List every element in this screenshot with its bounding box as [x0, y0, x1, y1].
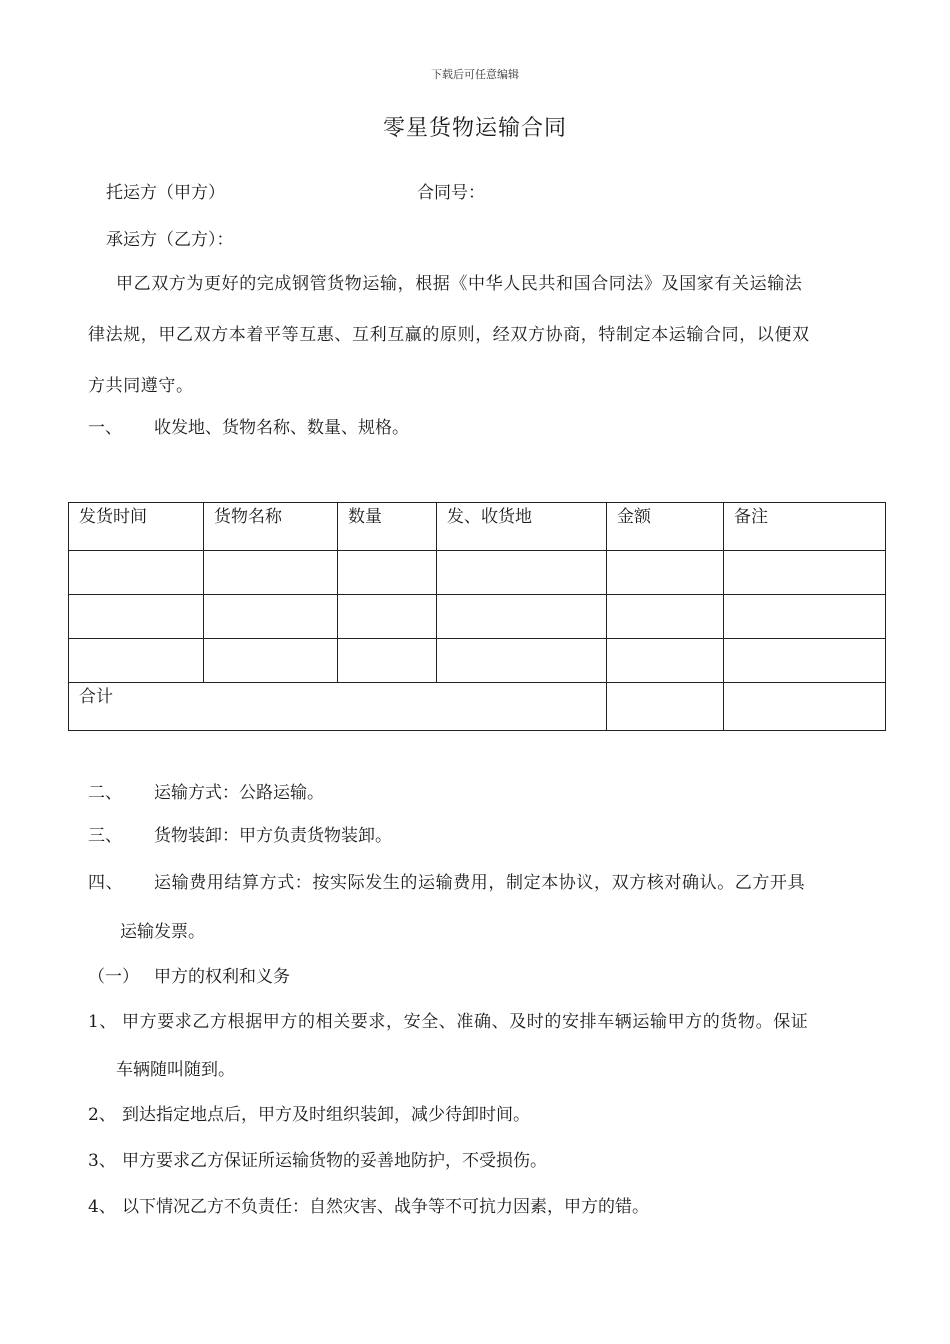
- header-note: 下载后可任意编辑: [431, 68, 519, 81]
- section-4-line-2: 运输发票。: [120, 922, 205, 942]
- table-cell[interactable]: [338, 639, 437, 683]
- list-item-1-line-1: 甲方要求乙方根据甲方的相关要求，安全、准确、及时的安排车辆运输甲方的货物。保证: [122, 1012, 809, 1032]
- intro-line-1: 甲乙双方为更好的完成钢管货物运输，根据《中华人民共和国合同法》及国家有关运输法: [116, 274, 803, 294]
- section-2-text: 运输方式：公路运输。: [154, 783, 324, 803]
- section-1-number: 一、: [88, 418, 122, 438]
- table-cell[interactable]: [607, 595, 724, 639]
- section-1: [88, 413, 409, 438]
- table-cell[interactable]: [437, 639, 607, 683]
- table-cell[interactable]: [204, 639, 338, 683]
- table-cell[interactable]: [69, 639, 204, 683]
- total-remarks-cell[interactable]: [724, 683, 886, 731]
- list-item-2: [88, 1100, 530, 1125]
- table-cell[interactable]: [607, 639, 724, 683]
- list-item-1-number: 1、: [88, 1012, 118, 1032]
- table-cell[interactable]: [724, 551, 886, 595]
- table-cell[interactable]: [204, 595, 338, 639]
- list-item-2-number: 2、: [88, 1105, 116, 1125]
- intro-line-2: 律法规，甲乙双方本着平等互惠、互利互赢的原则，经双方协商，特制定本运输合同，以便双: [88, 325, 810, 345]
- table-row: [69, 595, 886, 639]
- section-4-number: 四、: [88, 873, 124, 893]
- table-cell[interactable]: [338, 551, 437, 595]
- list-item-2-line-1: 到达指定地点后，甲方及时组织装卸，减少待卸时间。: [122, 1105, 530, 1125]
- table-cell[interactable]: [437, 551, 607, 595]
- section-4: [88, 868, 805, 893]
- table-cell[interactable]: [69, 551, 204, 595]
- section-3: [88, 821, 392, 846]
- header-ship-time: 发货时间: [69, 503, 204, 551]
- subsection-text: 甲方的权利和义务: [154, 967, 290, 987]
- list-item-1-line-2: 车辆随叫随到。: [116, 1060, 235, 1080]
- section-3-number: 三、: [88, 826, 122, 846]
- table-cell[interactable]: [724, 639, 886, 683]
- table-row: [69, 639, 886, 683]
- header-goods-name: 货物名称: [204, 503, 338, 551]
- list-item-4: [88, 1192, 649, 1217]
- table-header-row: [69, 503, 886, 551]
- carrier-label: 承运方（乙方）：: [106, 230, 234, 250]
- section-3-text: 货物装卸：甲方负责货物装卸。: [154, 826, 392, 846]
- section-4-line-1: 运输费用结算方式：按实际发生的运输费用，制定本协议，双方核对确认。乙方开具: [154, 873, 806, 893]
- table-cell[interactable]: [204, 551, 338, 595]
- list-item-4-line-1: 以下情况乙方不负责任：自然灾害、战争等不可抗力因素，甲方的错。: [122, 1197, 649, 1217]
- subsection-number: （一）: [88, 967, 139, 987]
- total-label: 合计: [69, 683, 607, 731]
- consignor-label: 托运方（甲方）: [106, 183, 225, 203]
- header-amount: 金额: [607, 503, 724, 551]
- section-2-number: 二、: [88, 783, 122, 803]
- table-cell[interactable]: [69, 595, 204, 639]
- total-amount-cell[interactable]: [607, 683, 724, 731]
- table-row: [69, 551, 886, 595]
- header-quantity: 数量: [338, 503, 437, 551]
- subsection-heading: [88, 962, 290, 987]
- table-total-row: [69, 683, 886, 731]
- table-cell[interactable]: [724, 595, 886, 639]
- list-item-4-number: 4、: [88, 1197, 116, 1217]
- goods-table: [68, 502, 886, 731]
- table-cell[interactable]: [338, 595, 437, 639]
- table-cell[interactable]: [437, 595, 607, 639]
- header-remarks: 备注: [724, 503, 886, 551]
- contract-number-label: 合同号：: [417, 183, 485, 203]
- list-item-3: [88, 1146, 547, 1171]
- document-title: 零星货物运输合同: [382, 116, 567, 141]
- section-2: [88, 778, 324, 803]
- section-1-text: 收发地、货物名称、数量、规格。: [154, 418, 409, 438]
- header-origin-destination: 发、收货地: [437, 503, 607, 551]
- list-item-3-number: 3、: [88, 1151, 116, 1171]
- list-item-3-line-1: 甲方要求乙方保证所运输货物的妥善地防护，不受损伤。: [122, 1151, 547, 1171]
- table-cell[interactable]: [607, 551, 724, 595]
- list-item-1: [88, 1007, 808, 1032]
- intro-line-3: 方共同遵守。: [88, 376, 194, 396]
